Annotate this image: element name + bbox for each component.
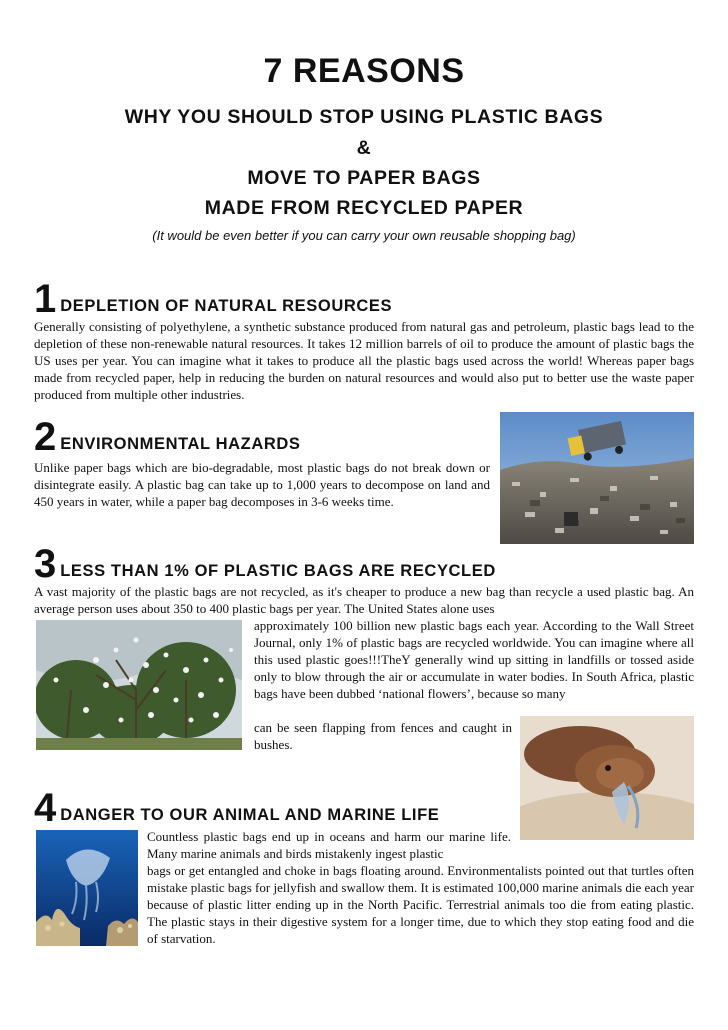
section-3-heading [34,542,496,586]
subtitle-line-1: WHY YOU SHOULD STOP USING PLASTIC BAGS [124,106,604,128]
section-3-number: 3 [34,542,55,586]
landfill-photo [500,412,694,544]
section-1-number: 1 [34,277,55,321]
page-title: 7 REASONS [263,52,465,90]
jellyfish-bag-photo [36,830,138,946]
subtitle-ampersand: & [356,137,372,159]
section-4-body-rest: bags or get entangled and choke in bags floating around. Environmentalists pointed out that turtles often mistake plastic bags for jellyfish and swallow them. It is estimated 100,000 marine animals die each year because of plastic litter ending up in the North Pacific. Terrestrial animals too die from eating plastic. The plastic stays in their digestive system for a longer time, due to which they stop eating food and die of starvation. [147,863,694,946]
section-4-body-narrow: Countless plastic bags end up in oceans and harm our marine life. Many marine animals and birds mistakenly ingest plastic [147,829,511,861]
subtitle-note: (It would be even better if you can carry your own reusable shopping bag) [152,228,576,243]
section-2-title: ENVIRONMENTAL HAZARDS [60,435,301,453]
bags-in-tree-photo [36,620,242,750]
turtle-photo [520,716,694,840]
section-4-title: DANGER TO OUR ANIMAL AND MARINE LIFE [60,806,440,824]
section-3-body-narrow: can be seen flapping from fences and caught in bushes. [254,720,512,752]
section-2-heading [34,415,301,459]
subtitle-line-4: MADE FROM RECYCLED PAPER [204,197,524,219]
section-3-title: LESS THAN 1% OF PLASTIC BAGS ARE RECYCLED [60,562,496,580]
section-3-body-top: A vast majority of the plastic bags are not recycled, as it's cheaper to produce a new bag than recycle a used plastic bag. An average person uses about 350 to 400 plastic bags per year. The United States alone uses [34,584,694,616]
section-1-heading [34,277,393,321]
section-1-title: DEPLETION OF NATURAL RESOURCES [60,297,393,315]
section-2-number: 2 [34,415,55,459]
section-1-body: Generally consisting of polyethylene, a synthetic substance produced from natural gas and petroleum, plastic bags lead to the depletion of these non-renewable natural resources. It takes 12 million barrels of oil to produce the amount of plastic bags the US uses per year. You can imagine what it takes to produce all the plastic bags used across the world! Whereas paper bags made from recycled paper, help in reducing the burden on natural resources and would also put to better use the waste paper produced from multiple other industries. [34,319,694,402]
section-4-heading [34,786,440,830]
section-2-body: Unlike paper bags which are bio-degradable, most plastic bags do not break down or disintegrate easily. A plastic bag can take up to 1,000 years to decompose on land and 450 years in water, while a paper bag decomposes in 3-6 weeks time. [34,460,490,509]
section-4-number: 4 [34,786,55,830]
subtitle-line-3: MOVE TO PAPER BAGS [247,167,481,189]
section-3-body-wrap: approximately 100 billion new plastic bags each year. According to the Wall Street Journal, only 1% of plastic bags are recycled worldwide. You can imagine where all this used plastic goes!!!TheY generally wind up sitting in landfills or tossed aside only to blow through the air or accumulate in water bodies. In South Africa, plastic bags have been dubbed ‘national flowers’, because so many [254,618,694,701]
